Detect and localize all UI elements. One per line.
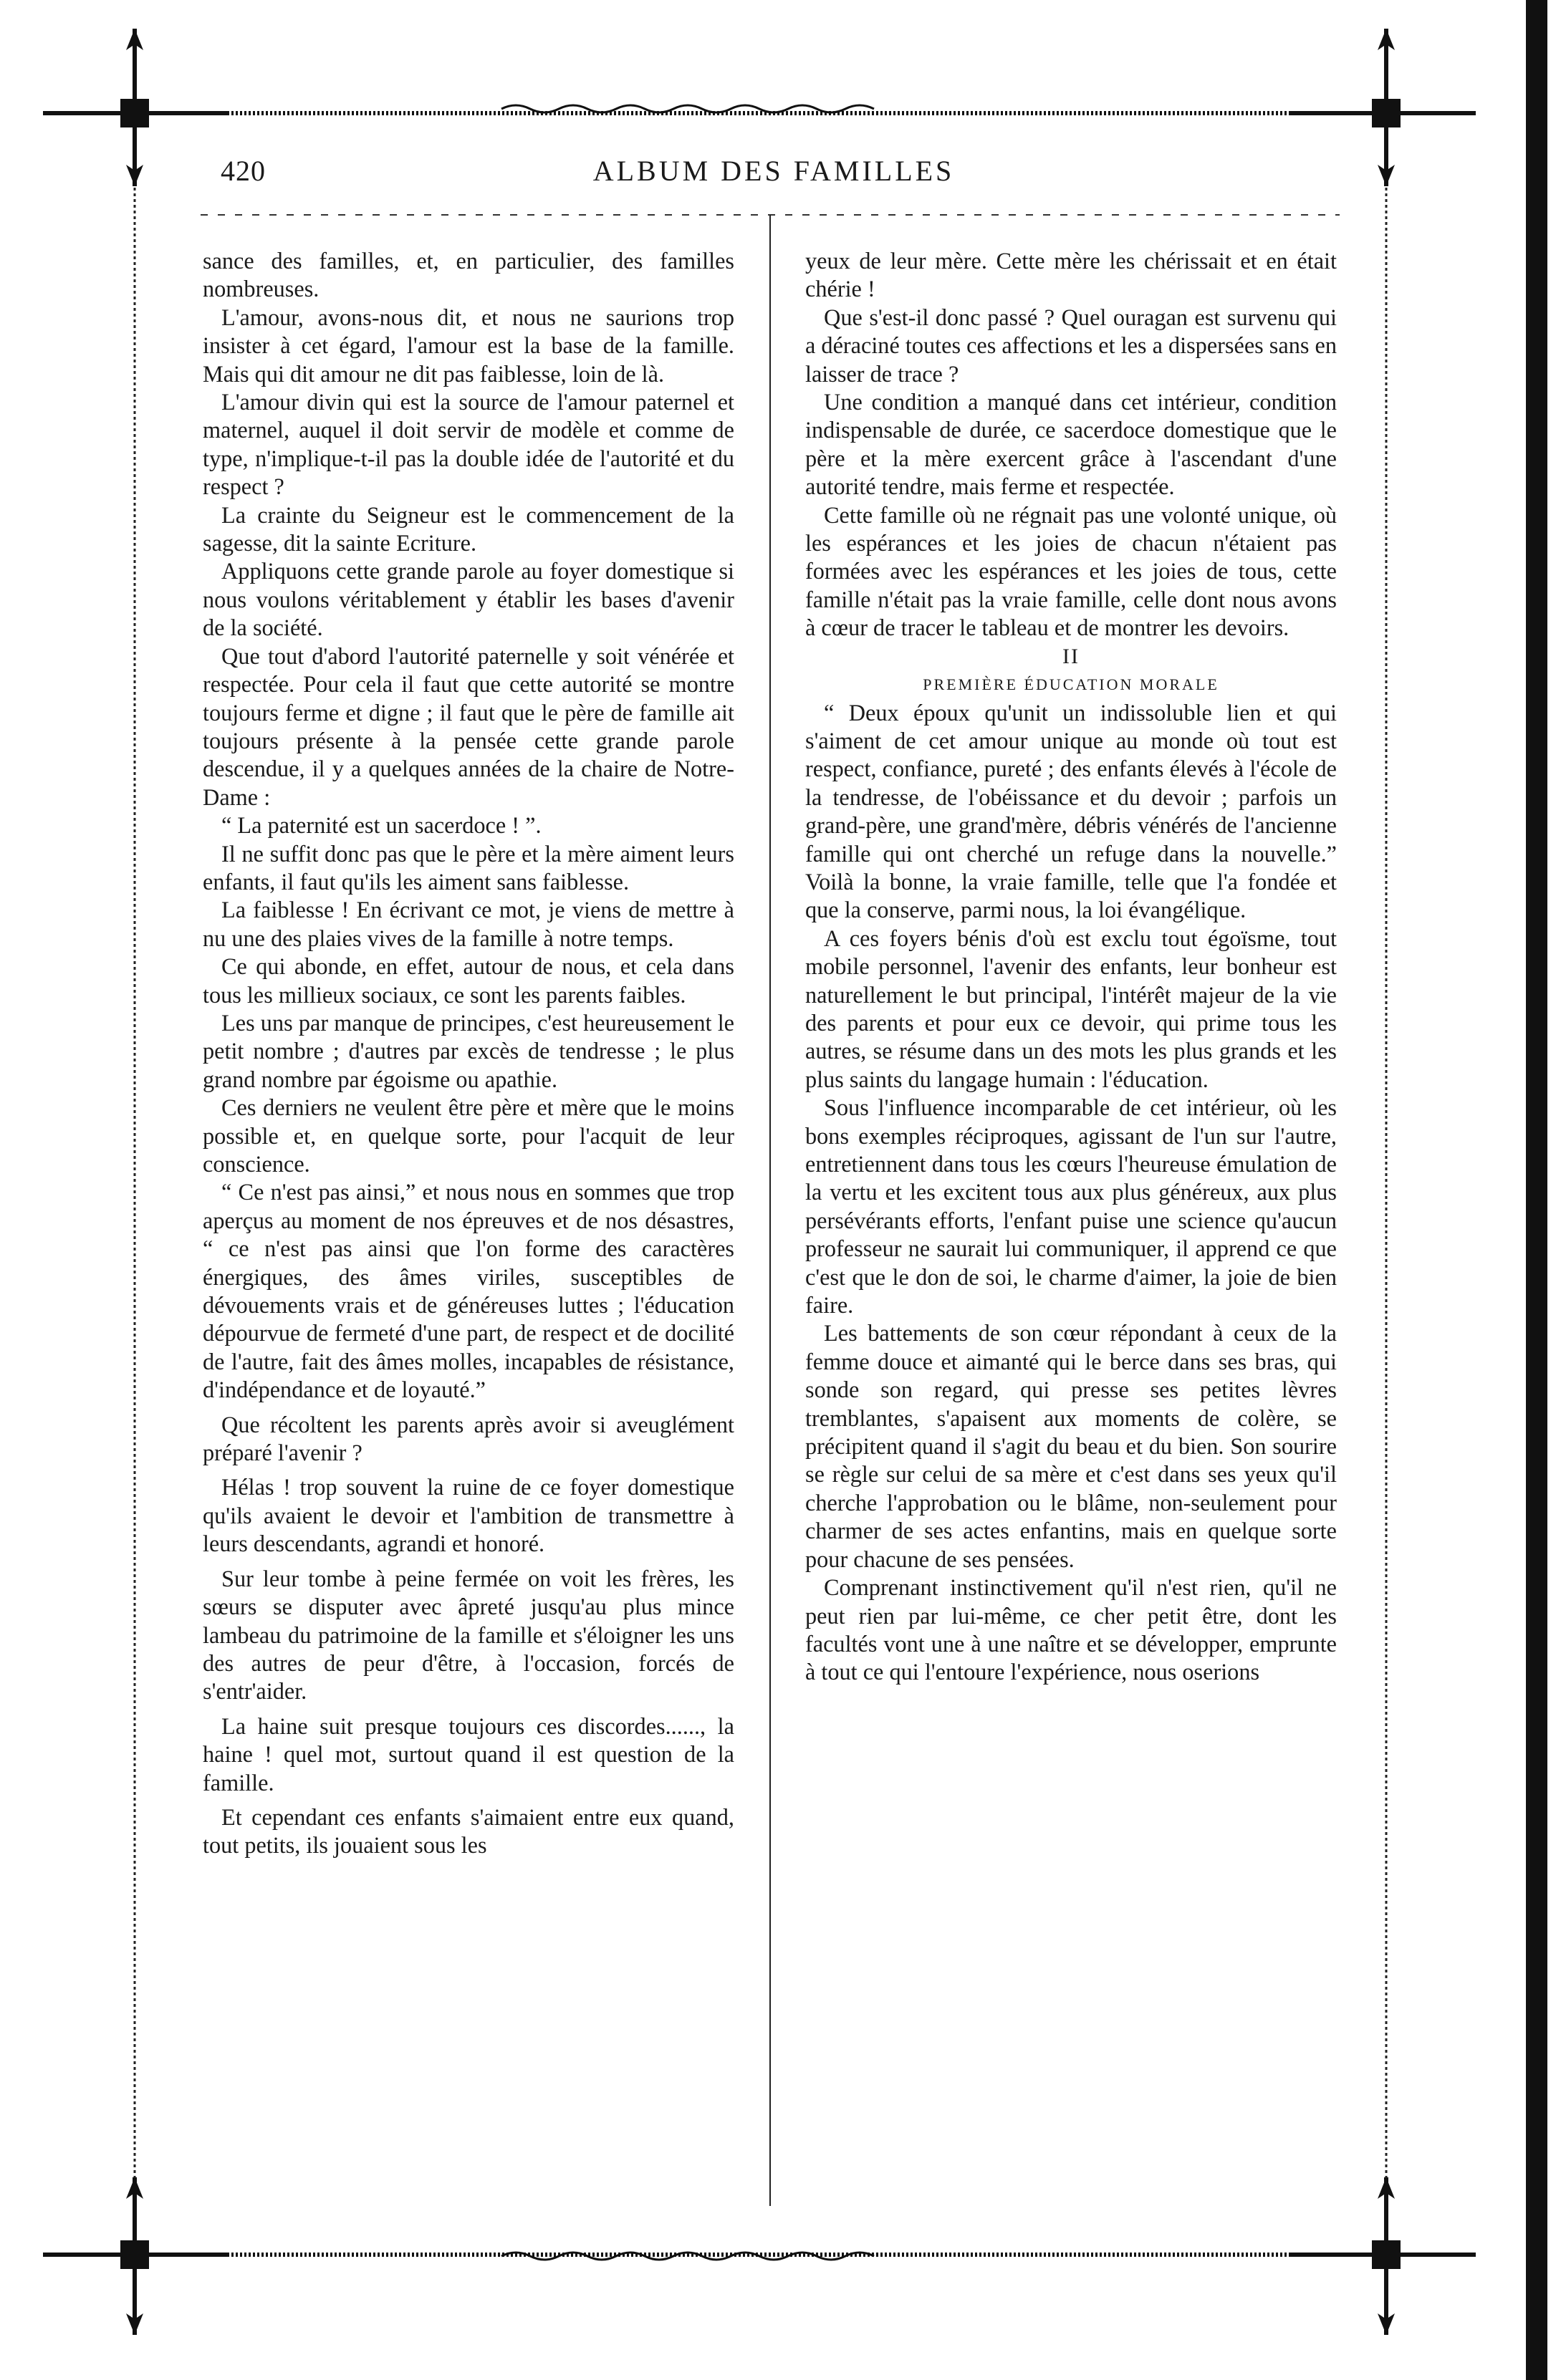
- paragraph: “ Deux époux qu'unit un indissoluble lien et qui s'aiment de cet amour unique au monde où tout est respect, confiance, pureté ; des enfants élevés à l'école de la tendresse, de l'obéissance et du devoir ; parfois un grand-père, une grand'mère, débris vénérés de l'ancienne famille qui ont cherché un refuge dans la nouvelle.” Voilà la bonne, la vraie famille, telle que l'a fondée et que la conserve, parmi nous, la loi évangélique.: [805, 699, 1337, 923]
- paragraph: yeux de leur mère. Cette mère les chérissait et en était chérie !: [805, 248, 1337, 302]
- paragraph: L'amour, avons-nous dit, et nous ne saurions trop insister à cet égard, l'amour est la base de la famille. Mais qui dit amour ne dit pas faiblesse, loin de là.: [203, 304, 734, 387]
- right-column: [805, 247, 1337, 1687]
- paragraph: sance des familles, et, en particulier, des familles nombreuses.: [203, 248, 734, 302]
- section-numeral: II: [1062, 644, 1080, 668]
- paragraph: Que tout d'abord l'autorité paternelle y soit vénérée et respectée. Pour cela il faut que cette autorité se montre toujours ferme et digne ; il faut que le père de famille ait toujours présente à la pensée cette grande parole descendue, il y a quelques années de la chaire de Notre-Dame :: [203, 642, 734, 810]
- paragraph: Et cependant ces enfants s'aimaient entre eux quand, tout petits, ils jouaient sous les: [203, 1803, 734, 1859]
- paragraph: Ces derniers ne veulent être père et mère que le moins possible et, en quelque sorte, pour l'acquit de leur conscience.: [203, 1094, 734, 1177]
- paragraph: La faiblesse ! En écrivant ce mot, je viens de mettre à nu une des plaies vives de la famille à notre temps.: [203, 897, 734, 951]
- paragraph: Hélas ! trop souvent la ruine de ce foyer domestique qu'ils avaient le devoir et l'ambition de transmettre à leurs descendants, agrandi et honoré.: [203, 1474, 734, 1557]
- paragraph: L'amour divin qui est la source de l'amour paternel et maternel, auquel il doit servir de modèle et comme de type, n'implique-t-il pas la double idée de l'autorité et du respect ?: [203, 389, 734, 500]
- paragraph: Sur leur tombe à peine fermée on voit les frères, les sœurs se disputer avec âpreté jusqu'au plus mince lambeau du patrimoine de la famille et s'éloigner les uns des autres de peur d'être, à l'occasion, forcés de s'entr'aider.: [203, 1565, 734, 1705]
- paragraph: Appliquons cette grande parole au foyer domestique si nous voulons véritablement y établir les bases d'avenir de la société.: [203, 558, 734, 641]
- paragraph: Ce qui abonde, en effet, autour de nous, et cela dans tous les millieux sociaux, ce sont les parents faibles.: [203, 953, 734, 1008]
- running-title: ALBUM DES FAMILLES: [592, 155, 955, 187]
- corner-ornament-bottom-right: [1289, 2177, 1476, 2335]
- corner-ornament-bottom-left: [43, 2177, 229, 2335]
- bottom-ornamental-rule: [68, 2253, 1433, 2260]
- paragraph: Les uns par manque de principes, c'est heureusement le petit nombre ; d'autres par excès de tendresse ; le plus grand nombre par égoisme ou apathie.: [203, 1009, 734, 1092]
- paragraph: “ Ce n'est pas ainsi,” et nous nous en sommes que trop aperçus au moment de nos épreuves et de nos désastres, “ ce n'est pas ainsi que l'on forme des caractères énergiques, des âmes viriles, susceptibles de dévouements vrais et de généreuses luttes ; l'éducation dépourvue de fermeté d'une part, de respect et de docilité de l'autre, fait des âmes molles, incapables de résistance, d'indépendance et de loyauté.”: [203, 1179, 734, 1403]
- left-column: [203, 247, 734, 1860]
- paragraph: Sous l'influence incomparable de cet intérieur, où les bons exemples réciproques, agissant de l'un sur l'autre, entretiennent dans tous les cœurs l'heureuse émulation de la vertu et les excitent tous aux plus généreux, aux plus persévérants efforts, l'enfant puise une science qu'aucun professeur ne saurait lui communiquer, il apprend ce que c'est que le don de soi, le charme d'aimer, la joie de bien faire.: [805, 1094, 1337, 1319]
- right-column-part-1: [805, 247, 1337, 642]
- paragraph: Que s'est-il donc passé ? Quel ouragan est survenu qui a déraciné toutes ces affections et les a dispersées sans en laisser de trace ?: [805, 304, 1337, 387]
- running-header: [186, 154, 1361, 197]
- page-edge-shadow: [1526, 0, 1547, 2380]
- paragraph: “ La paternité est un sacerdoce ! ”.: [221, 812, 542, 839]
- paragraph: La crainte du Seigneur est le commencement de la sagesse, dit la sainte Ecriture.: [203, 501, 734, 557]
- paragraph: Une condition a manqué dans cet intérieur, condition indispensable de durée, ce sacerdoce domestique que le père et la mère exercent grâce à l'ascendant d'une autorité tendre, mais ferme et respectée.: [805, 389, 1337, 500]
- paragraph: Les battements de son cœur répondant à ceux de la femme douce et aimanté qui le berce dans ses bras, qui sonde son regard, qui presse ses petites lèvres tremblantes, s'apaisent aux moments de colère, se précipitent quand il s'agit du beau et du bien. Son sourire se règle sur celui de sa mère et c'est dans ses yeux qu'il cherche l'approbation ou le blâme, non-seulement pour charmer de ses actes enfantins, mais en quelque sorte pour chacune de ses pensées.: [805, 1320, 1337, 1572]
- right-column-part-2: [805, 699, 1337, 1687]
- page-number: 420: [221, 155, 266, 187]
- paragraph: Comprenant instinctivement qu'il n'est rien, qu'il ne peut rien par lui-même, ce cher petit être, dont les facultés vont une à une naître et se développer, emprunte à tout ce qui l'entoure l'expérience, nous oserions: [805, 1574, 1337, 1685]
- paragraph: Que récoltent les parents après avoir si aveuglément préparé l'avenir ?: [203, 1411, 734, 1466]
- paragraph: A ces foyers bénis d'où est exclu tout égoïsme, tout mobile personnel, l'avenir des enfants, leur bonheur est naturellement le but principal, l'intérêt majeur de la vie des parents et pour eux ce devoir, qui prime tous les autres, se résume dans un des mots les plus grands et les plus saints du langage humain : l'éducation.: [805, 925, 1337, 1092]
- paragraph: Il ne suffit donc pas que le père et la mère aiment leurs enfants, il faut qu'ils les aiment sans faiblesse.: [203, 840, 734, 895]
- paragraph: La haine suit presque toujours ces discordes......, la haine ! quel mot, surtout quand il est question de la famille.: [203, 1712, 734, 1796]
- top-ornamental-rule: [68, 105, 1433, 113]
- section-title: PREMIÈRE ÉDUCATION MORALE: [923, 675, 1219, 694]
- paragraph: Cette famille où ne régnait pas une volonté unique, où les espérances et les joies de chacun n'étaient pas formées avec les espérances et les joies de tous, cette famille n'était pas la vraie famille, celle dont nous avons à cœur de tracer le tableau et de montrer les devoirs.: [805, 501, 1337, 641]
